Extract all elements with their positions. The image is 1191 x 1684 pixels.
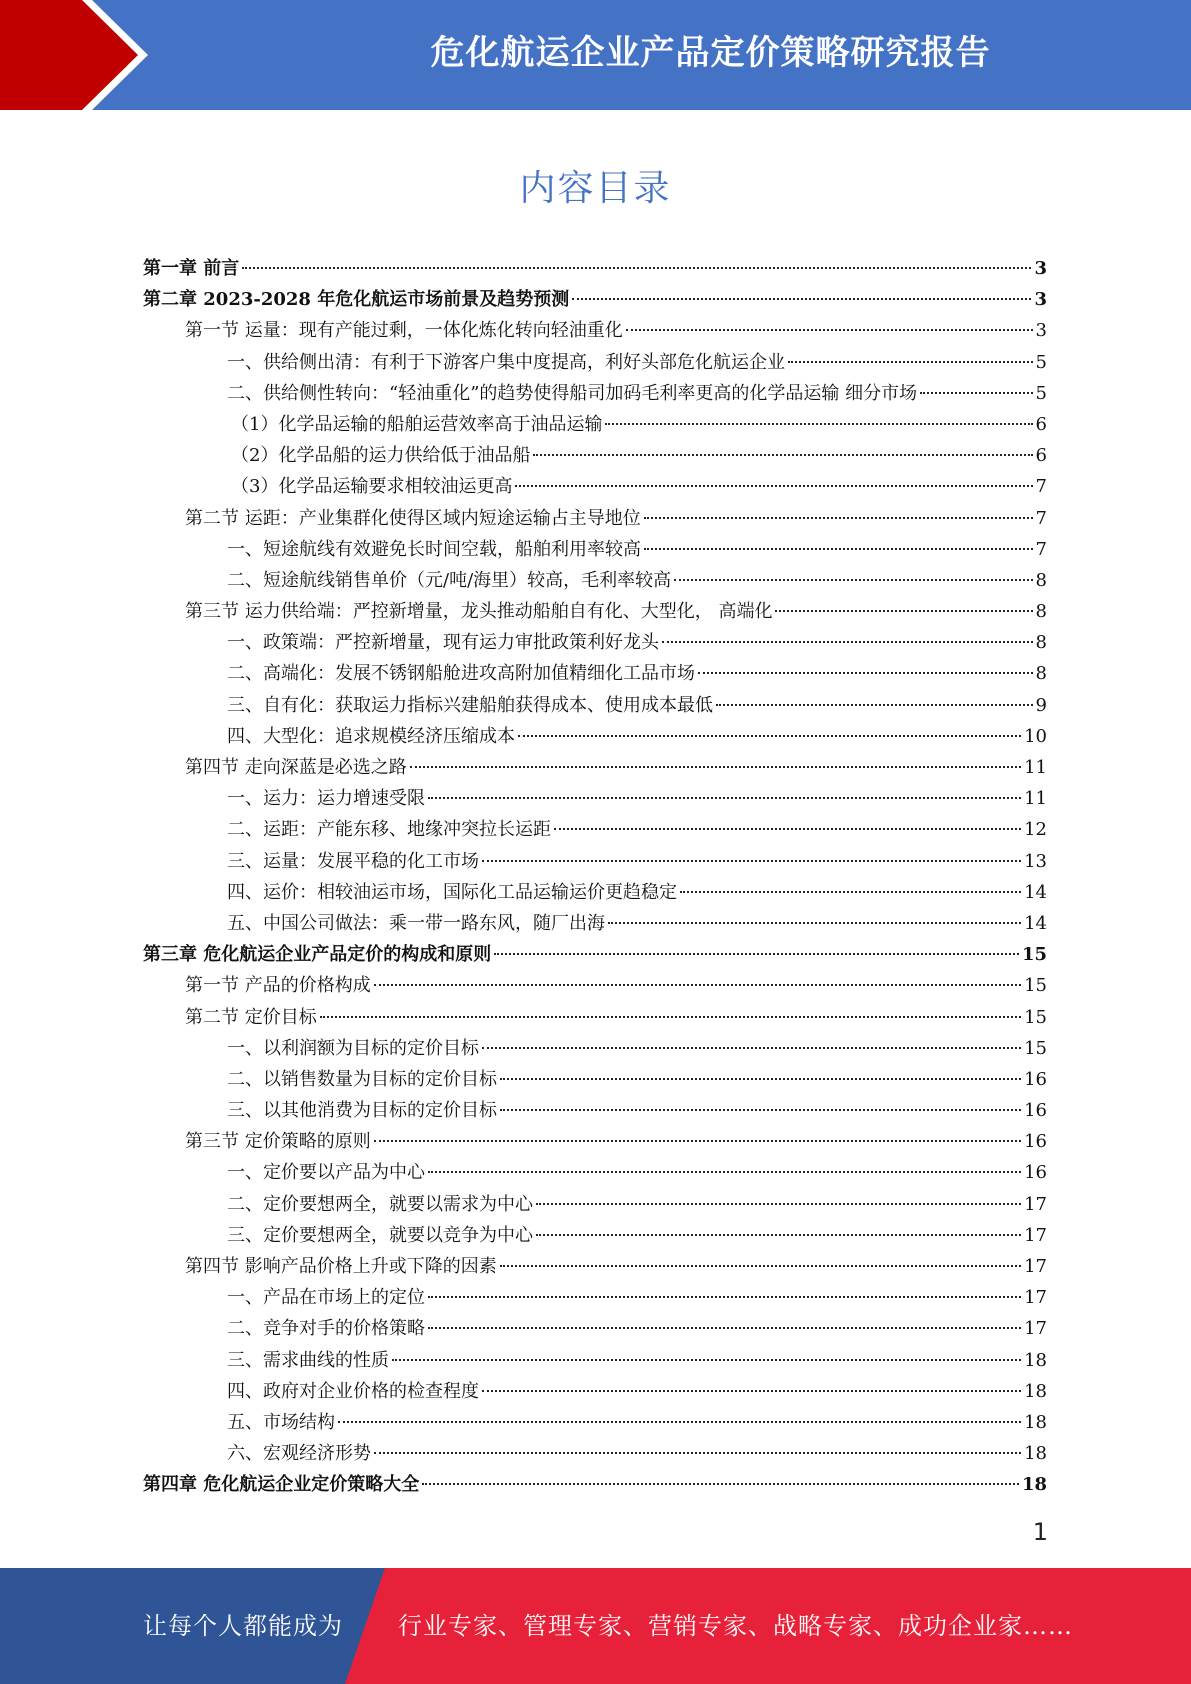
toc-leader-dots bbox=[428, 1296, 1021, 1298]
toc-entry[interactable] bbox=[143, 472, 1047, 503]
toc-entry-page: 6 bbox=[1035, 445, 1047, 467]
toc-leader-dots bbox=[698, 672, 1033, 674]
toc-leader-dots bbox=[674, 579, 1032, 581]
toc-entry-page: 18 bbox=[1024, 1349, 1047, 1371]
toc-entry-label: 一、产品在市场上的定位 bbox=[227, 1287, 425, 1309]
toc-entry[interactable] bbox=[143, 1252, 1047, 1283]
toc-entry-page: 15 bbox=[1024, 1037, 1047, 1059]
toc-entry[interactable] bbox=[143, 1034, 1047, 1065]
toc-entry-label: 第四节 走向深蓝是必选之路 bbox=[185, 757, 407, 778]
toc-entry-label: 第二节 运距：产业集群化使得区域内短途运输占主导地位 bbox=[185, 507, 641, 529]
toc-entry-label: 二、运距：产能东移、地缘冲突拉长运距 bbox=[227, 819, 551, 841]
toc-leader-dots bbox=[716, 704, 1033, 706]
toc-leader-dots bbox=[515, 485, 1032, 487]
toc-leader-dots bbox=[644, 548, 1033, 550]
toc-entry[interactable] bbox=[143, 566, 1047, 597]
toc-entry[interactable] bbox=[143, 847, 1047, 878]
toc-leader-dots bbox=[605, 423, 1032, 425]
toc-entry-label: 五、市场结构 bbox=[227, 1411, 335, 1433]
toc-entry-label: 第三节 运力供给端：严控新增量，龙头推动船舶自有化、大型化， 高端化 bbox=[185, 601, 773, 623]
toc-entry-page: 17 bbox=[1024, 1193, 1047, 1215]
toc-leader-dots bbox=[662, 641, 1033, 643]
toc-entry[interactable] bbox=[143, 1065, 1047, 1096]
toc-entry[interactable] bbox=[143, 940, 1047, 971]
toc-entry-page: 17 bbox=[1024, 1256, 1047, 1277]
toc-entry[interactable] bbox=[143, 348, 1047, 379]
toc-leader-dots bbox=[572, 298, 1031, 300]
toc-entry-label: 三、自有化：获取运力指标兴建船舶获得成本、使用成本最低 bbox=[227, 694, 713, 716]
toc-leader-dots bbox=[920, 392, 1032, 394]
toc-leader-dots bbox=[626, 329, 1033, 331]
toc-entry-page: 12 bbox=[1024, 819, 1047, 841]
toc-entry[interactable] bbox=[143, 815, 1047, 846]
toc-entry[interactable] bbox=[143, 1408, 1047, 1439]
toc-entry[interactable] bbox=[143, 628, 1047, 659]
toc-entry-label: 一、定价要以产品为中心 bbox=[227, 1162, 425, 1184]
toc-entry-page: 17 bbox=[1024, 1287, 1047, 1309]
toc-entry[interactable] bbox=[143, 691, 1047, 722]
toc-entry-page: 14 bbox=[1024, 912, 1047, 934]
toc-entry[interactable] bbox=[143, 1470, 1047, 1501]
toc-leader-dots bbox=[428, 797, 1021, 799]
toc-entry-page: 8 bbox=[1035, 601, 1047, 623]
toc-entry-page: 7 bbox=[1035, 507, 1047, 529]
toc-entry-page: 3 bbox=[1034, 289, 1047, 311]
toc-entry-label: 一、政策端：严控新增量，现有运力审批政策利好龙头 bbox=[227, 632, 659, 654]
toc-leader-dots bbox=[500, 1109, 1021, 1111]
toc-leader-dots bbox=[644, 517, 1033, 519]
toc-entry-page: 5 bbox=[1035, 351, 1047, 373]
toc-leader-dots bbox=[482, 1390, 1021, 1392]
toc-leader-dots bbox=[422, 1483, 1019, 1485]
toc-leader-dots bbox=[482, 860, 1021, 862]
toc-leader-dots bbox=[410, 766, 1021, 768]
toc-entry-label: 二、定价要想两全，就要以需求为中心 bbox=[227, 1193, 533, 1215]
toc-entry-label: （1）化学品运输的船舶运营效率高于油品运输 bbox=[231, 413, 603, 435]
page-number: 1 bbox=[1032, 1518, 1048, 1546]
toc-entry-page: 15 bbox=[1024, 1006, 1047, 1028]
toc-entry-label: 第二节 定价目标 bbox=[185, 1006, 317, 1028]
toc-leader-dots bbox=[533, 454, 1032, 456]
toc-entry[interactable] bbox=[143, 1221, 1047, 1252]
toc-entry[interactable] bbox=[143, 1283, 1047, 1314]
toc-entry-page: 7 bbox=[1035, 476, 1047, 498]
toc-entry-page: 18 bbox=[1021, 1474, 1047, 1496]
toc-entry[interactable] bbox=[143, 753, 1047, 784]
toc-leader-dots bbox=[242, 267, 1031, 269]
toc-leader-dots bbox=[338, 1421, 1021, 1423]
toc-entry-page: 5 bbox=[1035, 382, 1047, 404]
toc-entry-label: （3）化学品运输要求相较油运更高 bbox=[231, 476, 513, 498]
toc-entry-label: 三、需求曲线的性质 bbox=[227, 1349, 389, 1371]
toc-entry[interactable] bbox=[143, 1190, 1047, 1221]
toc-entry-label: 二、高端化：发展不锈钢船舱进攻高附加值精细化工品市场 bbox=[227, 663, 695, 685]
toc-leader-dots bbox=[680, 891, 1021, 893]
toc-entry-label: 三、定价要想两全，就要以竞争为中心 bbox=[227, 1224, 533, 1246]
toc-entry-page: 7 bbox=[1035, 538, 1047, 560]
toc-leader-dots bbox=[500, 1265, 1021, 1267]
toc-entry-label: 五、中国公司做法：乘一带一路东风，随厂出海 bbox=[227, 912, 605, 934]
toc-entry[interactable] bbox=[143, 1096, 1047, 1127]
toc-entry-label: 三、以其他消费为目标的定价目标 bbox=[227, 1100, 497, 1122]
toc-leader-dots bbox=[392, 1359, 1021, 1361]
toc-leader-dots bbox=[518, 735, 1021, 737]
toc-entry-label: 第三章 危化航运企业产品定价的构成和原则 bbox=[143, 944, 492, 966]
toc-entry-label: 六、宏观经济形势 bbox=[227, 1443, 371, 1465]
toc-entry-label: 二、供给侧性转向：“轻油重化”的趋势使得船司加码毛利率更高的化学品运输 细分市场 bbox=[227, 382, 918, 404]
toc-entry-label: 二、以销售数量为目标的定价目标 bbox=[227, 1068, 497, 1090]
toc-entry-page: 15 bbox=[1024, 975, 1047, 997]
toc-entry-label: 四、运价：相较油运市场，国际化工品运输运价更趋稳定 bbox=[227, 881, 677, 903]
toc-leader-dots bbox=[374, 984, 1021, 986]
toc-entry[interactable] bbox=[143, 784, 1047, 815]
toc-entry-page: 16 bbox=[1024, 1100, 1047, 1122]
toc-entry[interactable] bbox=[143, 1314, 1047, 1345]
toc-leader-dots bbox=[320, 1016, 1021, 1018]
header-banner bbox=[0, 0, 1191, 110]
toc-entry-page: 15 bbox=[1021, 944, 1047, 966]
toc-entry-label: 二、竞争对手的价格策略 bbox=[227, 1318, 425, 1340]
toc-entry[interactable] bbox=[143, 285, 1047, 316]
toc-entry-page: 16 bbox=[1024, 1131, 1047, 1153]
footer-banner bbox=[0, 1568, 1191, 1684]
toc-heading: 内容目录 bbox=[519, 168, 672, 209]
toc-entry-label: 第一章 前言 bbox=[143, 258, 240, 279]
report-title: 危化航运企业产品定价策略研究报告 bbox=[430, 33, 991, 73]
footer-slogan-right: 行业专家、管理专家、营销专家、战略专家、成功企业家…… bbox=[398, 1612, 1073, 1640]
toc-entry-page: 16 bbox=[1024, 1068, 1047, 1090]
toc-entry[interactable] bbox=[143, 971, 1047, 1002]
toc-entry[interactable] bbox=[143, 1377, 1047, 1408]
toc-entry-page: 8 bbox=[1035, 663, 1047, 685]
toc-entry[interactable] bbox=[143, 1439, 1047, 1470]
toc-entry-page: 6 bbox=[1035, 413, 1047, 435]
toc-entry-page: 16 bbox=[1024, 1162, 1047, 1184]
toc-entry-page: 14 bbox=[1024, 881, 1047, 903]
toc-entry[interactable] bbox=[143, 722, 1047, 753]
toc-entry[interactable] bbox=[143, 597, 1047, 628]
toc-entry[interactable] bbox=[143, 410, 1047, 441]
toc-entry[interactable] bbox=[143, 535, 1047, 566]
toc-entry-label: 第三节 定价策略的原则 bbox=[185, 1131, 371, 1153]
toc-entry-page: 9 bbox=[1035, 694, 1047, 716]
toc-entry-label: 一、供给侧出清：有利于下游客户集中度提高，利好头部危化航运企业 bbox=[227, 351, 785, 373]
toc-entry-label: 二、短途航线销售单价（元/吨/海里）较高，毛利率较高 bbox=[227, 569, 672, 591]
toc-entry-label: 四、大型化：追求规模经济压缩成本 bbox=[227, 725, 515, 747]
toc-entry-page: 3 bbox=[1035, 320, 1047, 342]
toc-entry[interactable] bbox=[143, 441, 1047, 472]
toc-entry-label: 第一节 产品的价格构成 bbox=[185, 975, 371, 997]
toc-entry-label: （2）化学品船的运力供给低于油品船 bbox=[231, 445, 531, 467]
toc-entry-page: 3 bbox=[1034, 258, 1047, 279]
toc-leader-dots bbox=[374, 1452, 1021, 1454]
toc-entry[interactable] bbox=[143, 909, 1047, 940]
toc-entry-page: 11 bbox=[1024, 788, 1047, 810]
toc-entry[interactable] bbox=[143, 1158, 1047, 1189]
toc-leader-dots bbox=[536, 1203, 1021, 1205]
toc-entry-label: 第二章 2023-2028 年危化航运市场前景及趋势预测 bbox=[143, 289, 570, 311]
toc-entry-label: 第四章 危化航运企业定价策略大全 bbox=[143, 1474, 420, 1496]
toc-entry-label: 一、运力：运力增速受限 bbox=[227, 788, 425, 810]
toc-entry-page: 13 bbox=[1024, 850, 1047, 872]
toc-entry[interactable] bbox=[143, 504, 1047, 535]
toc-entry-label: 一、短途航线有效避免长时间空载，船舶利用率较高 bbox=[227, 538, 641, 560]
toc-entry-label: 第四节 影响产品价格上升或下降的因素 bbox=[185, 1256, 497, 1277]
toc-entry-page: 18 bbox=[1024, 1380, 1047, 1402]
toc-entry[interactable] bbox=[143, 878, 1047, 909]
toc-entry[interactable] bbox=[143, 1346, 1047, 1377]
toc-entry-page: 8 bbox=[1035, 569, 1047, 591]
toc-entry-page: 10 bbox=[1024, 725, 1047, 747]
toc-entry-label: 三、运量：发展平稳的化工市场 bbox=[227, 850, 479, 872]
toc-leader-dots bbox=[500, 1078, 1021, 1080]
toc-entry[interactable] bbox=[143, 379, 1047, 410]
footer-slogan-left: 让每个人都能成为 bbox=[143, 1612, 343, 1640]
toc-leader-dots bbox=[482, 1047, 1021, 1049]
toc-entry-page: 18 bbox=[1024, 1411, 1047, 1433]
toc-entry-label: 一、以利润额为目标的定价目标 bbox=[227, 1037, 479, 1059]
toc-entry-page: 18 bbox=[1024, 1443, 1047, 1465]
toc-entry-label: 第一节 运量：现有产能过剩，一体化炼化转向轻油重化 bbox=[185, 320, 623, 342]
toc-entry-page: 8 bbox=[1035, 632, 1047, 654]
toc-leader-dots bbox=[788, 361, 1033, 363]
toc-entry[interactable] bbox=[143, 316, 1047, 347]
toc-leader-dots bbox=[536, 1234, 1021, 1236]
toc-entry[interactable] bbox=[143, 1127, 1047, 1158]
toc-leader-dots bbox=[428, 1327, 1021, 1329]
toc-leader-dots bbox=[374, 1140, 1021, 1142]
toc-entry-page: 11 bbox=[1024, 757, 1047, 778]
chevron-arrow-icon bbox=[0, 0, 160, 110]
toc-entry[interactable] bbox=[143, 254, 1047, 285]
toc-entry-label: 四、政府对企业价格的检查程度 bbox=[227, 1380, 479, 1402]
toc-entry[interactable] bbox=[143, 1003, 1047, 1034]
toc-leader-dots bbox=[428, 1171, 1021, 1173]
toc-leader-dots bbox=[554, 828, 1021, 830]
toc-entry-page: 17 bbox=[1024, 1318, 1047, 1340]
toc-entry[interactable] bbox=[143, 659, 1047, 690]
table-of-contents bbox=[143, 254, 1047, 1502]
toc-leader-dots bbox=[608, 922, 1021, 924]
toc-leader-dots bbox=[775, 610, 1032, 612]
toc-leader-dots bbox=[494, 953, 1019, 955]
toc-entry-page: 17 bbox=[1024, 1224, 1047, 1246]
